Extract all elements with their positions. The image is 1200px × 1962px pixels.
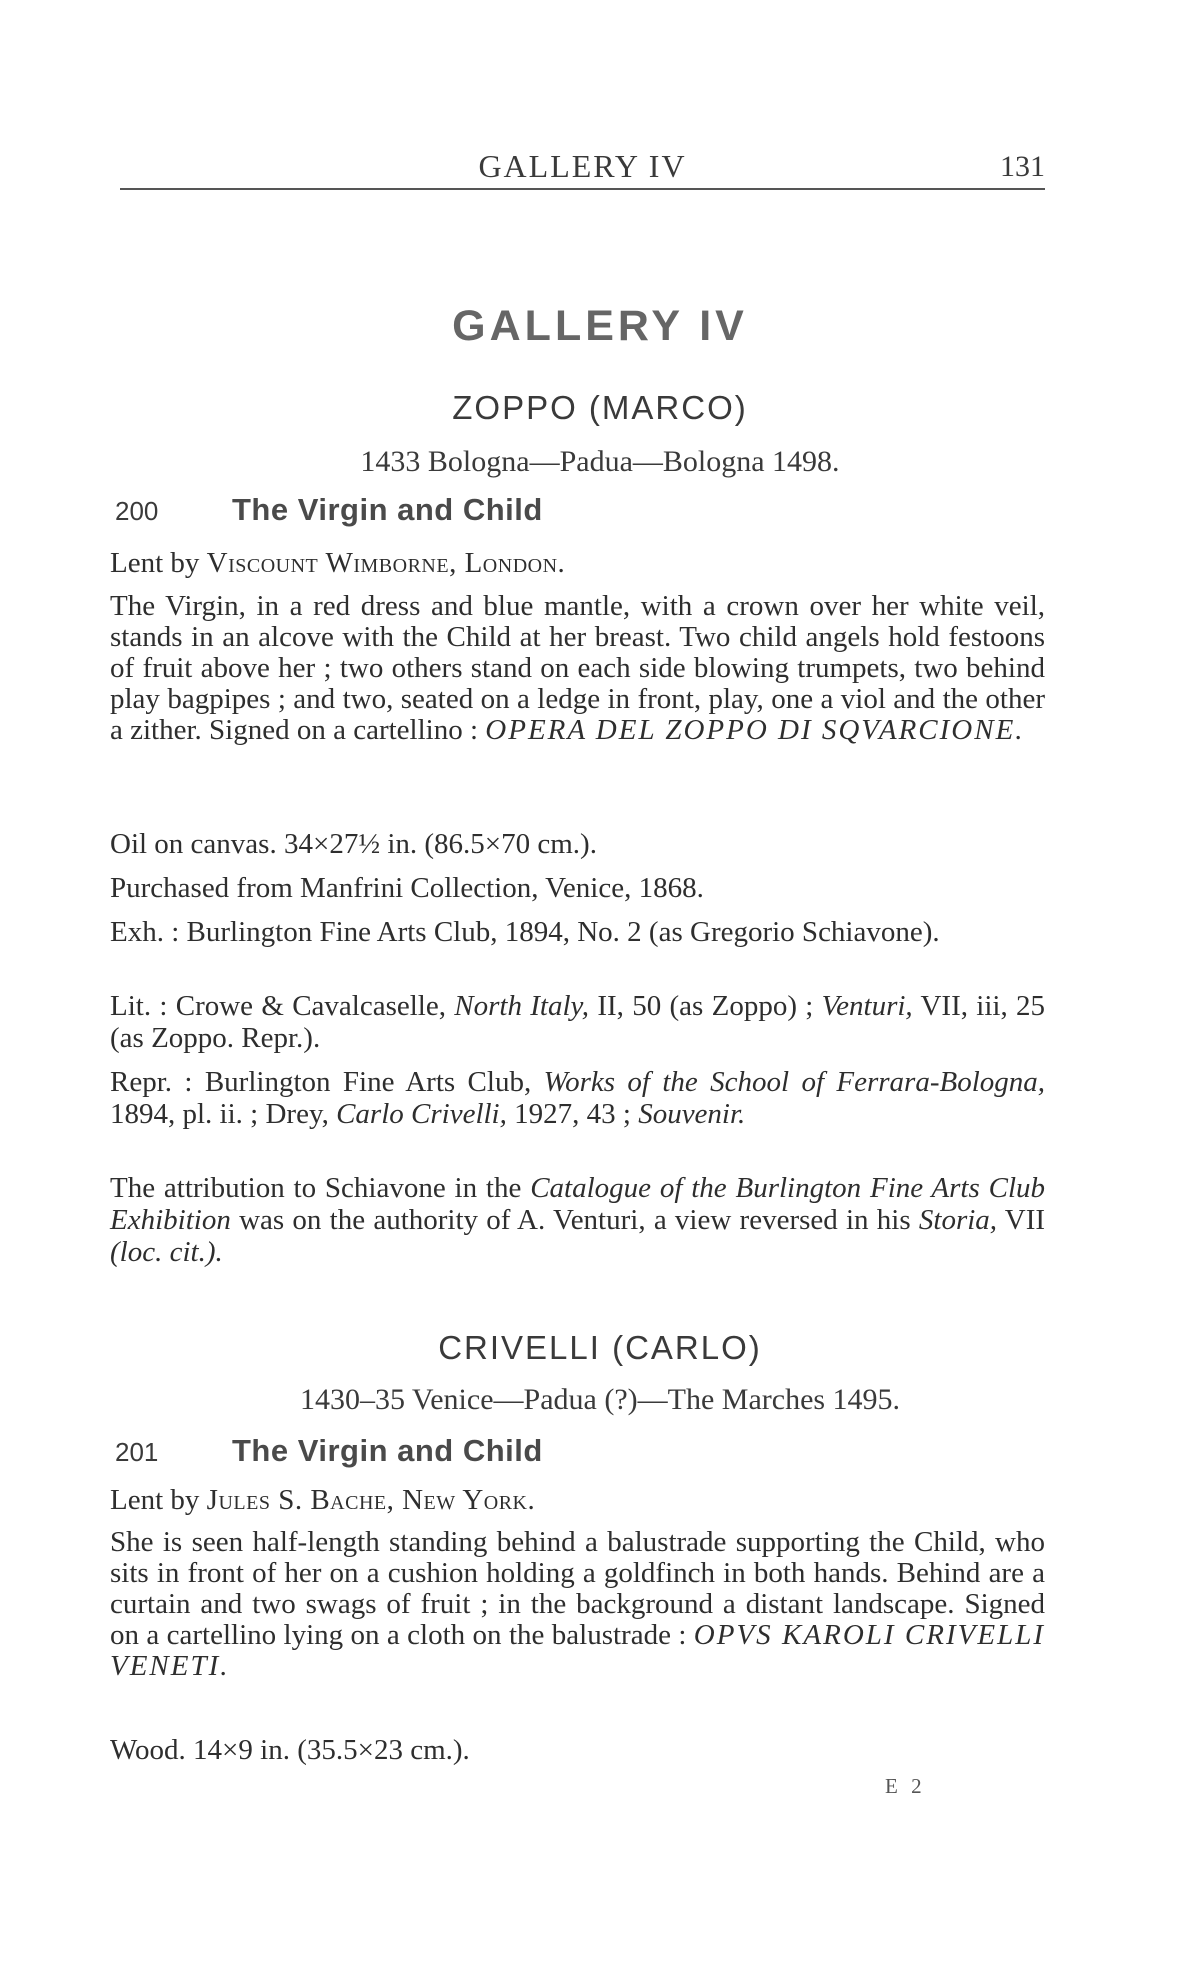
note-volume: VII [1004, 1204, 1046, 1236]
lender-line-201 [110, 1484, 1045, 1516]
page-number: 131 [1000, 150, 1045, 183]
medium-line-201: Wood. 14×9 in. (35.5×23 cm.). [110, 1734, 470, 1766]
description-text: She is seen half-length standing behind a balustrade supporting the Child, who sits in front of her on a cushion holding a goldfinch in both hands. Behind are a curtain and two swags of fruit ; in the background a distant landscape. Signed on a cartellino lying on a cloth on the balustrade : [110, 1526, 1045, 1651]
description-200 [110, 591, 1045, 746]
repr-title1: Works of the School of Ferrara-Bologna, [543, 1066, 1046, 1098]
description-text: The Virgin, in a red dress and blue mantle, with a crown over her white veil, stands in an alcove with the Child at her breast. Two child angels hold festoons of fruit above her ; two others stand on each side blowing trumpets, two behind play bagpipes ; and two, seated on a ledge in front, play, one a viol and the other a zither. Signed on a cartellino : [110, 590, 1045, 746]
repr-mid: 1894, pl. ii. ; Drey, [110, 1098, 329, 1130]
attribution-note-200 [110, 1172, 1045, 1268]
lender-line-200 [110, 547, 1045, 579]
medium-line-200: Oil on canvas. 34×27½ in. (86.5×70 cm.). [110, 828, 597, 860]
artist-name-crivelli: CRIVELLI (CARLO) [438, 1329, 762, 1366]
description-201 [110, 1527, 1045, 1682]
entry-title: The Virgin and Child [232, 1433, 543, 1468]
lit-mid: II, 50 (as Zoppo) ; [597, 990, 814, 1022]
running-head [120, 148, 1045, 190]
note-end: (loc. cit.). [110, 1236, 223, 1268]
note-title: Catalogue of the Burlington Fine Arts Club Exhibition [110, 1172, 1045, 1236]
lent-label: Lent by [110, 1484, 200, 1516]
repr-title2: Carlo Crivelli, [336, 1098, 507, 1130]
entry-number: 200 [115, 496, 159, 526]
lent-label: Lent by [110, 547, 200, 579]
lit-end: VII, iii, 25 (as Zoppo. Repr.). [110, 990, 1045, 1054]
literature-line-200 [110, 990, 1045, 1054]
entry-title: The Virgin and Child [232, 492, 543, 527]
entry-heading-200 [115, 492, 1055, 528]
artist-name-zoppo: ZOPPO (MARCO) [452, 389, 748, 426]
entry-number: 201 [115, 1437, 159, 1467]
note-title2: Storia, [918, 1204, 998, 1236]
signature-inscription: OPERA DEL ZOPPO DI SQVARCIONE. [485, 714, 1025, 746]
signature-mark: E 2 [885, 1774, 926, 1798]
lit-title: North Italy, [454, 990, 590, 1022]
running-head-title: GALLERY IV [478, 148, 687, 184]
entry-heading-201 [115, 1433, 1055, 1469]
lit-author2: Venturi, [821, 990, 913, 1022]
repr-prefix: Repr. : Burlington Fine Arts Club, [110, 1066, 532, 1098]
provenance-line-200: Purchased from Manfrini Collection, Venice, 1868. [110, 872, 704, 904]
artist-dates-zoppo: 1433 Bologna—Padua—Bologna 1498. [360, 445, 840, 478]
signature-inscription: OPVS KAROLI CRIVELLI VENETI. [110, 1619, 1045, 1682]
note-mid: was on the authority of A. Venturi, a view reversed in his [239, 1204, 911, 1236]
exhibition-line-200: Exh. : Burlington Fine Arts Club, 1894, No. 2 (as Gregorio Schiavone). [110, 916, 940, 948]
section-title: GALLERY IV [452, 302, 748, 350]
lender-name: Jules S. Bache, New York. [206, 1484, 536, 1516]
reproduction-line-200 [110, 1066, 1045, 1130]
repr-title3: Souvenir. [638, 1098, 746, 1130]
repr-mid2: 1927, 43 ; [514, 1098, 631, 1130]
lit-prefix: Lit. : Crowe & Cavalcaselle, [110, 990, 446, 1022]
artist-dates-crivelli: 1430–35 Venice—Padua (?)—The Marches 1495. [299, 1383, 901, 1416]
note-prefix: The attribution to Schiavone in the [110, 1172, 522, 1204]
lender-name: Viscount Wimborne, London. [206, 547, 566, 579]
